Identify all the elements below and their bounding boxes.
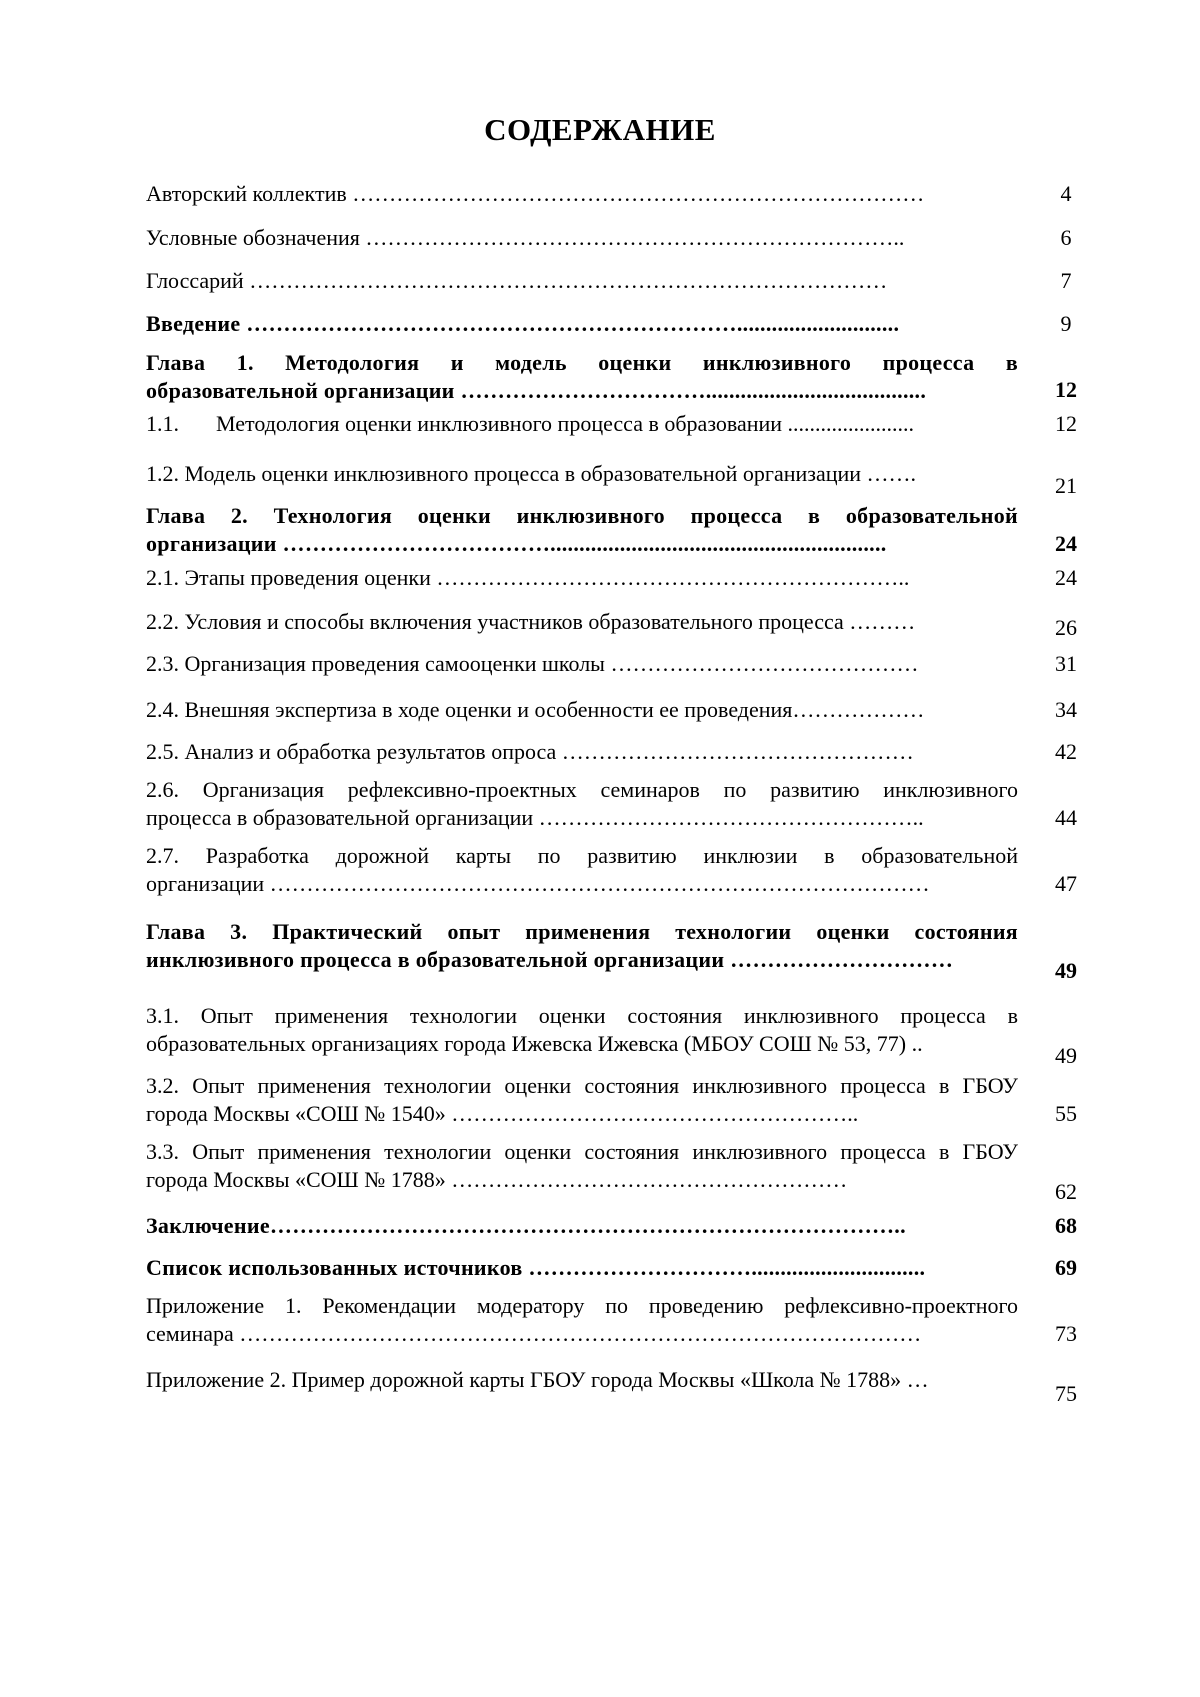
toc-entry-section-3-2: [146, 1072, 1018, 1128]
toc-page-number: 49: [1055, 1043, 1077, 1068]
toc-entry-section-3-3: [146, 1138, 1018, 1194]
toc-entry-text: инклюзивного процесса в образовательной организации …………………………: [146, 947, 954, 972]
toc-entry-text: 3.1. Опыт применения технологии оценки состояния инклюзивного процесса в: [146, 1003, 1018, 1028]
toc-entry-abbreviations: [146, 224, 1018, 252]
toc-entry-text: Глоссарий ……………………………………………………………………………: [146, 268, 888, 293]
toc-page-number: 49: [1055, 958, 1077, 983]
toc-page-number: 26: [1055, 615, 1077, 640]
toc-entry-chapter-1: [146, 349, 1018, 405]
toc-entry-glossary: [146, 267, 1018, 295]
toc-entry-text: семинара …………………………………………………………………………………: [146, 1321, 922, 1346]
toc-page-number: 12: [1055, 377, 1077, 402]
toc-entry-section-2-7: [146, 842, 1018, 898]
toc-page-number: 47: [1055, 871, 1077, 896]
toc-heading: СОДЕРЖАНИЕ: [484, 112, 716, 147]
toc-page-number: 24: [1055, 531, 1077, 556]
toc-entry-text: Методология оценки инклюзивного процесса в образовании .......................: [216, 411, 915, 436]
toc-page-number: 12: [1055, 411, 1077, 436]
toc-page-number: 21: [1055, 473, 1077, 498]
toc-entry-text: города Москвы «СОШ № 1540» ………………………………………………..: [146, 1101, 859, 1126]
toc-page-number: 31: [1055, 651, 1077, 676]
toc-entry-text: Глава 3. Практический опыт применения технологии оценки состояния: [146, 919, 1018, 944]
toc-page-number: 34: [1055, 697, 1077, 722]
toc-entry-text: организации ………………………………………………………………………………: [146, 871, 930, 896]
toc-entry-text: Приложение 1. Рекомендации модератору по проведению рефлексивно-проектного: [146, 1293, 1018, 1318]
toc-entry-section-2-6: [146, 776, 1018, 832]
toc-entry-text: образовательной организации ……………………………......................................: [146, 378, 927, 403]
section-number: 1.1.: [146, 411, 179, 436]
toc-entry-text: процесса в образовательной организации ……………………………………………..: [146, 805, 924, 830]
toc-entry-text: Глава 1. Методология и модель оценки инклюзивного процесса в: [146, 350, 1018, 375]
toc-entry-text: Авторский коллектив ……………………………………………………………………: [146, 181, 925, 206]
toc-entry-chapter-2: [146, 502, 1018, 558]
toc-entry-appendix-1: [146, 1292, 1018, 1348]
toc-entry-section-3-1: [146, 1002, 1018, 1058]
toc-page-number: 69: [1055, 1255, 1077, 1280]
toc-entry-text: города Москвы «СОШ № 1788» ………………………………………………: [146, 1167, 848, 1192]
toc-entry-section-2-5: [146, 738, 1018, 766]
toc-entry-text: организации ………………………………..........................................................: [146, 531, 887, 556]
toc-entry-authors: [146, 180, 1018, 208]
toc-entry-text: 2.1. Этапы проведения оценки ………………………………………………………..: [146, 565, 910, 590]
toc-entry-section-1-2: [146, 460, 1018, 488]
toc-entry-text: 3.2. Опыт применения технологии оценки состояния инклюзивного процесса в ГБОУ: [146, 1073, 1018, 1098]
toc-page-number: 6: [1060, 225, 1072, 250]
toc-entry-chapter-3: [146, 918, 1018, 974]
toc-entry-text: 2.4. Внешняя экспертиза в ходе оценки и особенности ее проведения………………: [146, 697, 925, 722]
toc-entry-text: 2.7. Разработка дорожной карты по развитию инклюзии в образовательной: [146, 843, 1018, 868]
toc-entry-section-2-2: [146, 608, 1018, 636]
toc-entry-text: 2.2. Условия и способы включения участников образовательного процесса ………: [146, 609, 916, 634]
toc-entry-section-2-4: [146, 696, 1018, 724]
toc-entry-text: 2.5. Анализ и обработка результатов опроса …………………………………………: [146, 739, 914, 764]
toc-page-number: 62: [1055, 1179, 1077, 1204]
toc-entry-references: [146, 1254, 1018, 1282]
toc-entry-text: 3.3. Опыт применения технологии оценки состояния инклюзивного процесса в ГБОУ: [146, 1139, 1018, 1164]
toc-entry-section-2-3: [146, 650, 1018, 678]
toc-entry-text: 2.6. Организация рефлексивно-проектных семинаров по развитию инклюзивного: [146, 777, 1018, 802]
toc-entry-introduction: [146, 310, 1018, 338]
toc-entry-text: Список использованных источников …………………………..............................: [146, 1255, 926, 1280]
toc-entry-conclusion: [146, 1212, 1018, 1240]
toc-entry-text: 1.2. Модель оценки инклюзивного процесса в образовательной организации …….: [146, 461, 917, 486]
toc-page-number: 75: [1055, 1381, 1077, 1406]
toc-page-number: 9: [1060, 311, 1072, 336]
toc-entry-text: Условные обозначения ………………………………………………………………..: [146, 225, 905, 250]
toc-page-number: 7: [1060, 268, 1072, 293]
toc-entry-text: Заключение…………………………………………………………………………..: [146, 1213, 906, 1238]
toc-page-number: 68: [1055, 1213, 1077, 1238]
toc-entry-text: Приложение 2. Пример дорожной карты ГБОУ города Москвы «Школа № 1788» …: [146, 1367, 929, 1392]
toc-page-number: 73: [1055, 1321, 1077, 1346]
toc-page-number: 42: [1055, 739, 1077, 764]
toc-page-number: 55: [1055, 1101, 1077, 1126]
toc-entry-text: образовательных организациях города Ижевска Ижевска (МБОУ СОШ № 53, 77) ..: [146, 1031, 923, 1056]
toc-page-number: 24: [1055, 565, 1077, 590]
toc-entry-section-1-1: [146, 410, 1018, 438]
toc-entry-text: Глава 2. Технология оценки инклюзивного процесса в образовательной: [146, 503, 1018, 528]
toc-page-number: 44: [1055, 805, 1077, 830]
toc-page-number: 4: [1060, 181, 1072, 206]
toc-entry-text: 2.3. Организация проведения самооценки школы ……………………………………: [146, 651, 919, 676]
toc-entry-text: Введение …………………………………………………………............................: [146, 311, 900, 336]
toc-entry-appendix-2: [146, 1366, 1018, 1394]
toc-entry-section-2-1: [146, 564, 1018, 592]
